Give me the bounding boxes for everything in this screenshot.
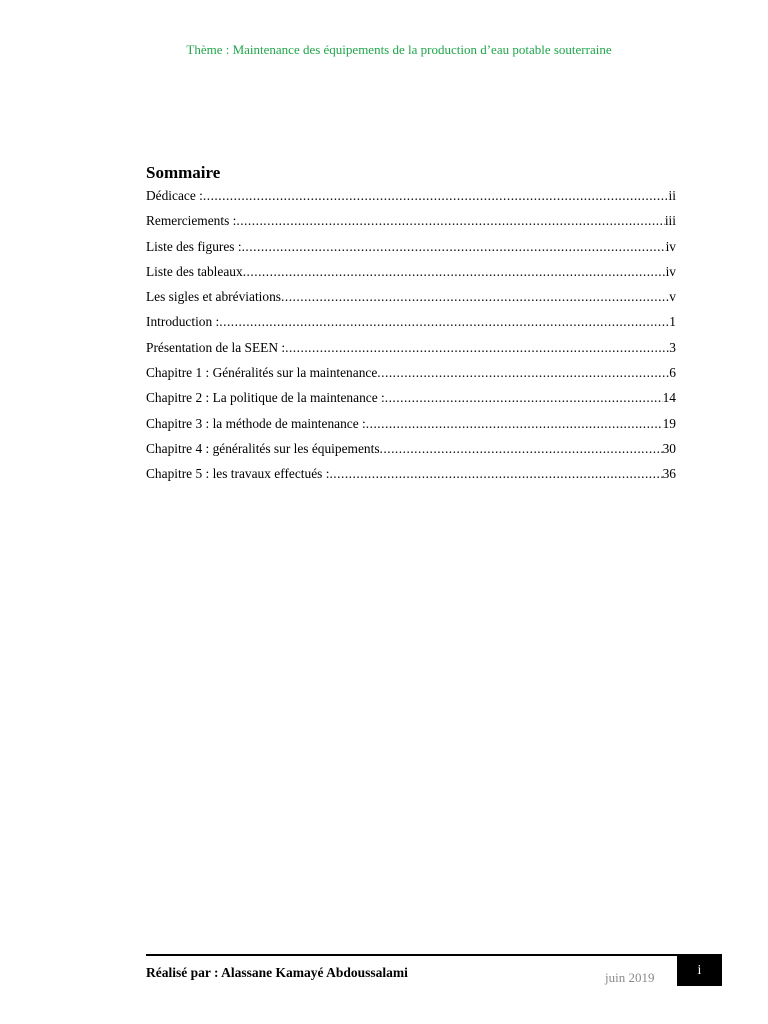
toc-leader [377, 364, 669, 382]
table-of-contents [146, 162, 676, 491]
toc-entry-liste-tableaux[interactable] [146, 263, 676, 288]
toc-entry-page: 14 [662, 390, 676, 406]
toc-entry-label: Chapitre 1 : Généralités sur la maintenance [146, 365, 378, 381]
toc-leader [366, 415, 663, 433]
toc-entry-sigles[interactable] [146, 288, 676, 313]
toc-entry-page: ii [668, 188, 676, 203]
header-theme: Thème : Maintenance des équipements de la production d’eau potable souterraine [186, 42, 612, 57]
toc-entry-page: 6 [669, 365, 676, 381]
toc-entry-page: 1 [669, 314, 676, 330]
toc-entry-label: Chapitre 4 : généralités sur les équipements [146, 440, 380, 456]
footer-divider [146, 954, 722, 956]
toc-leader [380, 440, 663, 458]
toc-entry-remerciements[interactable] [146, 212, 676, 237]
toc-entry-chapitre-4[interactable] [146, 440, 676, 465]
toc-entry-label: Liste des figures : [146, 238, 242, 254]
toc-entry-label: Chapitre 5 : les travaux effectués : [146, 466, 330, 482]
toc-leader [329, 465, 662, 483]
toc-entry-introduction[interactable] [146, 313, 676, 338]
toc-leader [385, 389, 663, 407]
footer-author: Réalisé par : Alassane Kamayé Abdoussalami [146, 965, 408, 980]
toc-entry-chapitre-2[interactable] [146, 389, 676, 414]
toc-entry-page: iv [665, 263, 676, 279]
toc-leader [242, 238, 666, 256]
toc-entry-label: Chapitre 3 : la méthode de maintenance : [146, 415, 366, 431]
footer-date: juin 2019 [605, 970, 655, 985]
toc-leader [219, 313, 669, 331]
toc-entry-page: 30 [662, 440, 676, 456]
toc-entry-chapitre-3[interactable] [146, 415, 676, 440]
toc-list [146, 187, 676, 491]
page-number-box [677, 955, 722, 986]
toc-entry-page: iv [665, 238, 676, 254]
page-number: i [697, 963, 702, 978]
toc-entry-label: Chapitre 2 : La politique de la maintenance : [146, 390, 385, 406]
toc-entry-label: Introduction : [146, 314, 220, 330]
toc-entry-liste-figures[interactable] [146, 238, 676, 263]
toc-entry-presentation[interactable] [146, 339, 676, 364]
toc-entry-page: 36 [662, 466, 676, 482]
toc-entry-page: iii [664, 213, 676, 229]
toc-entry-label: Liste des tableaux [146, 263, 243, 279]
toc-leader [281, 288, 669, 306]
toc-entry-label: Remerciements : [146, 213, 237, 229]
toc-entry-label: Dédicace : [146, 188, 203, 203]
toc-entry-chapitre-5[interactable] [146, 465, 676, 490]
toc-entry-chapitre-1[interactable] [146, 364, 676, 389]
toc-entry-page: 3 [669, 339, 676, 355]
toc-leader [285, 339, 669, 357]
toc-leader [203, 187, 669, 205]
toc-title: Sommaire [146, 163, 221, 182]
toc-entry-dedicace[interactable] [146, 187, 676, 212]
toc-entry-label: Les sigles et abréviations [146, 289, 281, 305]
toc-entry-page: v [669, 289, 676, 305]
toc-entry-label: Présentation de la SEEN : [146, 339, 286, 355]
toc-leader [243, 263, 666, 281]
toc-leader [236, 212, 664, 230]
toc-entry-page: 19 [662, 415, 676, 431]
